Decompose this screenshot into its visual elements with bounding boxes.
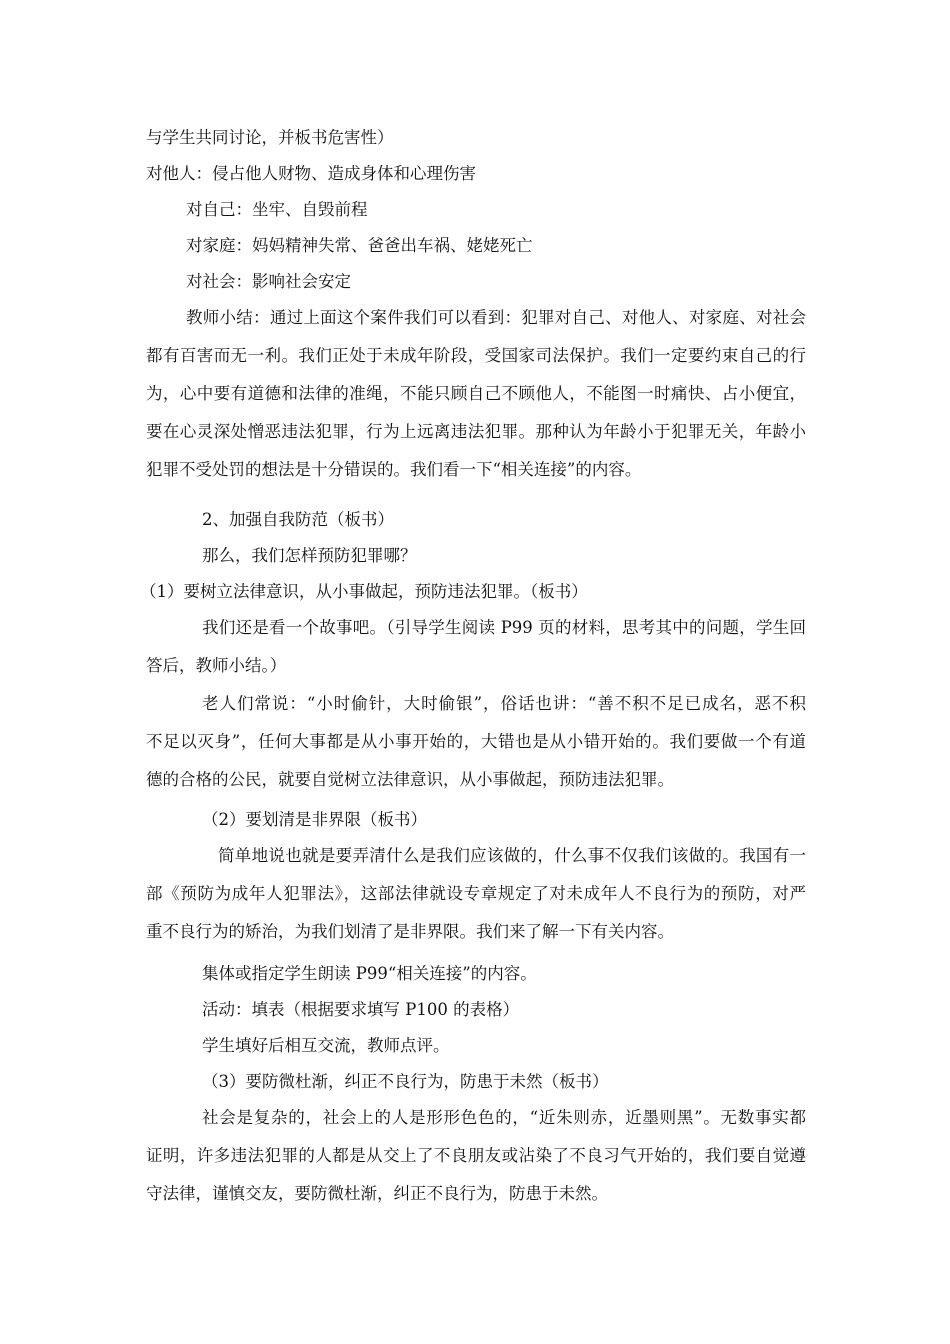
- text-line: 教师小结：通过上面这个案件我们可以看到：犯罪对自己、对他人、对家庭、对社会: [186, 308, 806, 327]
- text-line: 要在心灵深处憎恶违法犯罪，行为上远离违法犯罪。那种认为年龄小于犯罪无关，年龄小: [146, 422, 806, 441]
- text-line: 不足以灭身”，任何大事都是从小事开始的，大错也是从小错开始的。我们要做一个有道: [146, 732, 806, 751]
- text-line: （3）要防微杜渐，纠正不良行为，防患于未然（板书）: [202, 1072, 609, 1091]
- text-line: 集体或指定学生朗读 P99“相关连接”的内容。: [202, 964, 537, 983]
- text-line: 简单地说也就是要弄清什么是我们应该做的，什么事不仅我们该做的。我国有一: [218, 846, 806, 865]
- text-line: 部《预防为成年人犯罪法》，这部法律就设专章规定了对未成年人不良行为的预防，对严: [146, 884, 806, 903]
- text-line: 活动：填表（根据要求填写 P100 的表格）: [202, 1000, 520, 1019]
- text-line: 对家庭：妈妈精神失常、爸爸出车祸、姥姥死亡: [186, 236, 533, 255]
- text-line: 那么，我们怎样预防犯罪哪？: [202, 546, 417, 565]
- text-line: 证明，许多违法犯罪的人都是从交上了不良朋友或沾染了不良习气开始的，我们要自觉遵: [146, 1146, 806, 1165]
- text-line: 社会是复杂的，社会上的人是形形色色的，“近朱则赤，近墨则黑”。无数事实都: [202, 1108, 806, 1127]
- text-line: 重不良行为的矫治，为我们划清了是非界限。我们来了解一下有关内容。: [146, 922, 674, 941]
- text-line: 对自己：坐牢、自毁前程: [186, 200, 368, 219]
- text-line: 犯罪不受处罚的想法是十分错误的。我们看一下“相关连接”的内容。: [146, 460, 642, 479]
- text-line: 都有百害而无一利。我们正处于未成年阶段，受国家司法保护。我们一定要约束自己的行: [146, 346, 806, 365]
- text-line: 对社会：影响社会安定: [186, 272, 351, 291]
- text-line: 答后，教师小结。）: [146, 656, 287, 675]
- text-line: （2）要划清是非界限（板书）: [202, 810, 427, 829]
- text-line: （1）要树立法律意识，从小事做起，预防违法犯罪。（板书）: [140, 582, 588, 601]
- text-line: 2、加强自我防范（板书）: [202, 510, 394, 529]
- text-line: 老人们常说：“小时偷针，大时偷银”，俗话也讲：“善不积不足已成名，恶不积: [202, 694, 806, 713]
- text-line: 我们还是看一个故事吧。（引导学生阅读 P99 页的材料，思考其中的问题，学生回: [202, 618, 806, 637]
- text-line: 对他人：侵占他人财物、造成身体和心理伤害: [146, 164, 476, 183]
- text-line: 学生填好后相互交流，教师点评。: [202, 1036, 450, 1055]
- text-line: 为，心中要有道德和法律的准绳，不能只顾自己不顾他人，不能图一时痛快、占小便宜，: [146, 384, 806, 403]
- text-line: 德的合格的公民，就要自觉树立法律意识，从小事做起，预防违法犯罪。: [146, 770, 674, 789]
- text-line: 与学生共同讨论，并板书危害性）: [146, 128, 394, 147]
- text-line: 守法律，谨慎交友，要防微杜渐，纠正不良行为，防患于未然。: [146, 1184, 608, 1203]
